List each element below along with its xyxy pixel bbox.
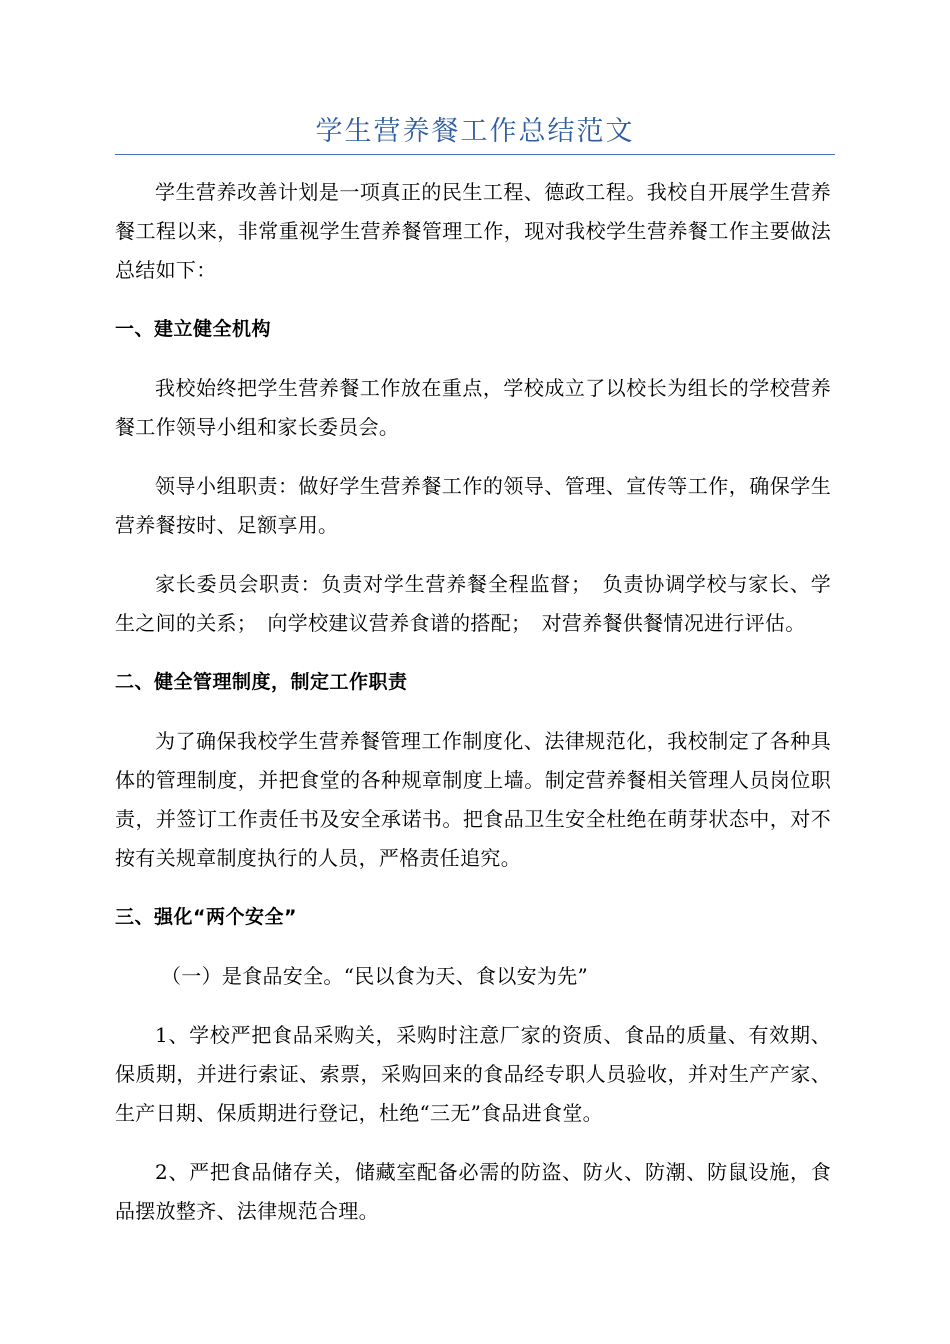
paragraph-parent-committee-duties: 家长委员会职责：负责对学生营养餐全程监督； 负责协调学校与家长、学生之间的关系； 向学校建议营养食谱的搭配； 对营养餐供餐情况进行评估。 — [115, 572, 831, 635]
title-underline — [115, 154, 835, 155]
document-title: 学生营养餐工作总结范文 — [315, 116, 635, 147]
paragraph-management-system: 为了确保我校学生营养餐管理工作制度化、法律规范化，我校制定了各种具体的管理制度，并把食堂的各种规章制度上墙。制定营养餐相关管理人员岗位职责，并签订工作责任书及安全承诺书。把食品卫生安全杜绝在萌芽状态中，对不按有关规章制度执行的人员，严格责任追究。 — [115, 729, 831, 870]
intro-paragraph: 学生营养改善计划是一项真正的民生工程、德政工程。我校自开展学生营养餐工程以来，非常重视学生营养餐管理工作，现对我校学生营养餐工作主要做法总结如下： — [115, 180, 831, 282]
subsection-heading-food-safety: （一）是食品安全。“民以食为天、食以安为先” — [161, 964, 589, 988]
document-body — [115, 173, 831, 1251]
paragraph-storage: 2、严把食品储存关，储藏室配备必需的防盗、防火、防潮、防鼠设施，食品摆放整齐、法律规范合理。 — [115, 1160, 831, 1223]
section-heading-1: 一、建立健全机构 — [115, 318, 272, 340]
paragraph-organization: 我校始终把学生营养餐工作放在重点，学校成立了以校长为组长的学校营养餐工作领导小组和家长委员会。 — [115, 376, 831, 439]
section-heading-2: 二、健全管理制度，制定工作职责 — [115, 671, 408, 693]
paragraph-procurement: 1、学校严把食品采购关，采购时注意厂家的资质、食品的质量、有效期、保质期，并进行索证、索票，采购回来的食品经专职人员验收，并对生产产家、生产日期、保质期进行登记，杜绝“三无”食品进食堂。 — [115, 1023, 831, 1125]
paragraph-leadership-duties: 领导小组职责：做好学生营养餐工作的领导、管理、宣传等工作，确保学生营养餐按时、足额享用。 — [115, 474, 831, 537]
section-heading-3: 三、强化“两个安全” — [115, 906, 297, 928]
